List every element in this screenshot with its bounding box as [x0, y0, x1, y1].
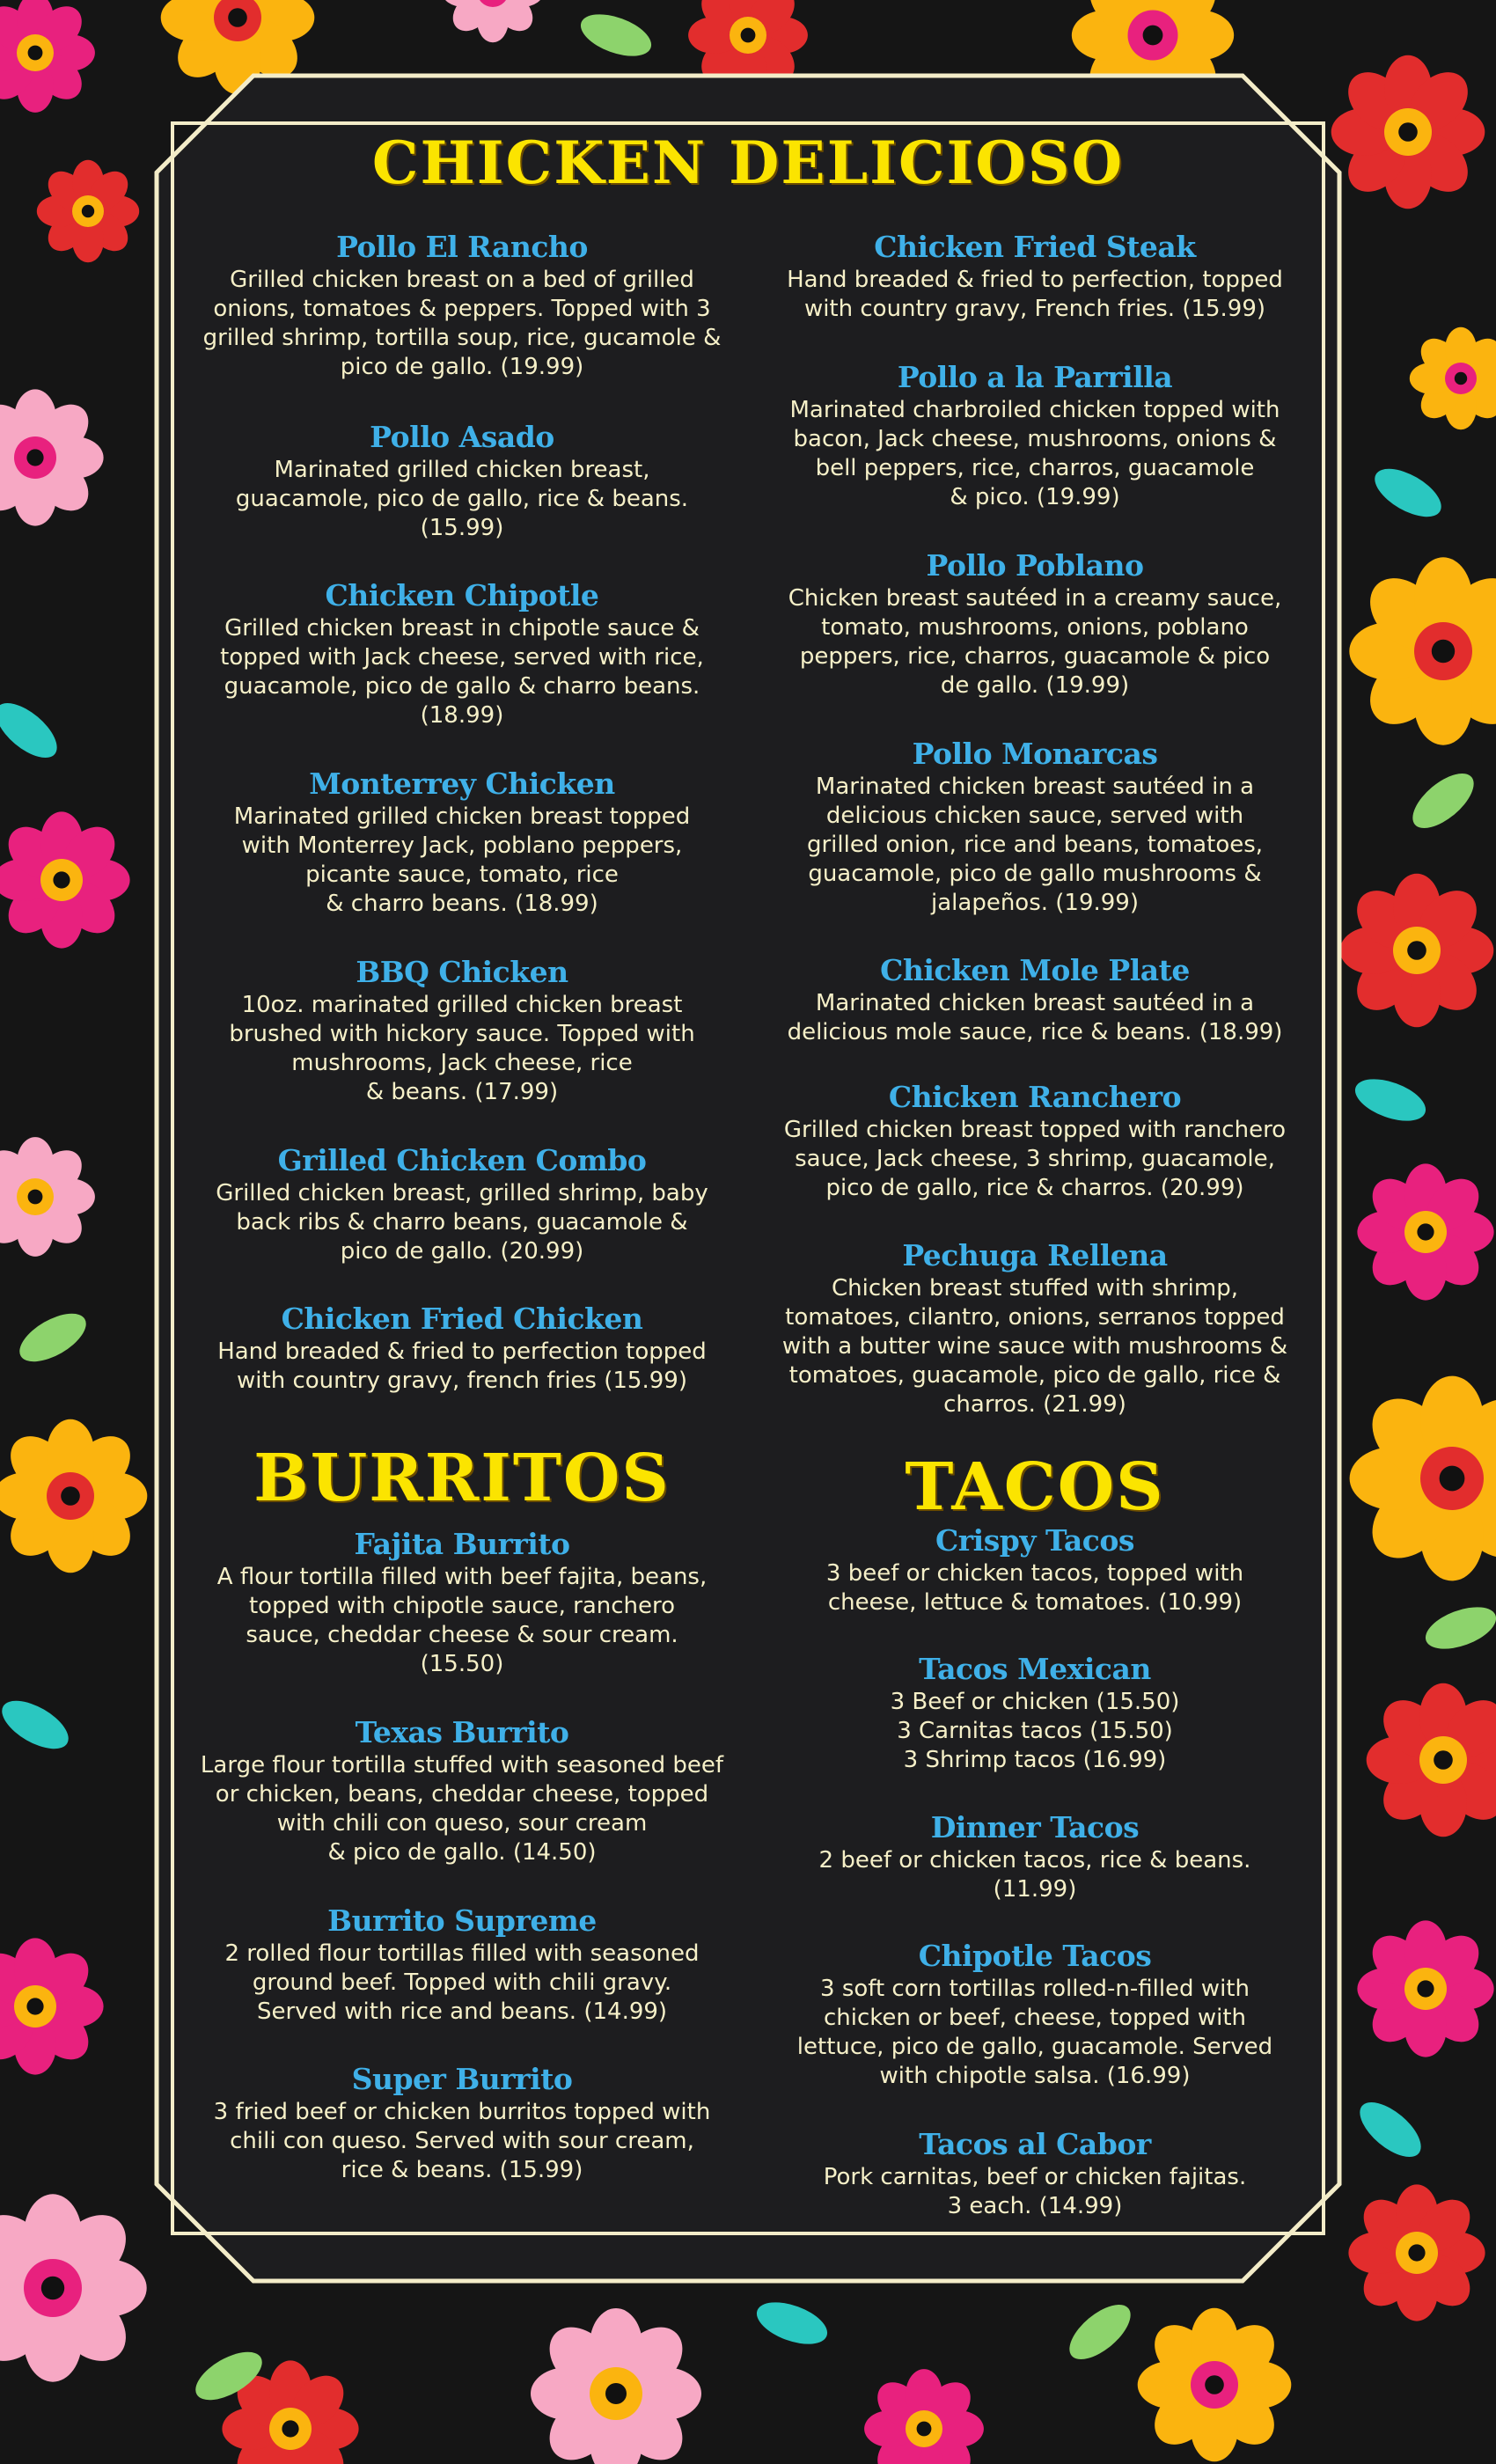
burritos-section-title: BURRITOS	[253, 1441, 671, 1516]
menu-item	[189, 421, 735, 543]
menu-item-description: A flour tortilla filled with beef fajita, beans, topped with chipotle sauce, ranchero sauce, cheddar cheese & sour cream. (15.50)	[216, 1564, 708, 1677]
menu-item-description: Chicken breast stuffed with shrimp, tomatoes, cilantro, onions, serranos topped with a butter wine sauce with mushrooms & tomatoes, guacamole, pico de gallo, rice & charros. (21.99)	[781, 1275, 1288, 1418]
menu-item-name: Chicken Ranchero	[888, 1080, 1182, 1114]
menu-item-description: Grilled chicken breast in chipotle sauce & topped with Jack cheese, served with rice, guacamole, pico de gallo & charro beans. (18.99)	[220, 615, 704, 729]
menu-item-name: Fajita Burrito	[354, 1527, 570, 1561]
menu-item	[189, 1904, 735, 2027]
menu-item	[762, 954, 1308, 1047]
menu-item-name: Pollo a la Parrilla	[897, 360, 1173, 394]
menu-item-description: Large flour tortilla stuffed with seasoned beef or chicken, beans, cheddar cheese, topped with chili con queso, sour cream & pico de gallo. (14.50)	[200, 1752, 724, 1866]
menu-item	[762, 737, 1308, 918]
menu-item	[762, 2128, 1308, 2221]
menu-item-description: Marinated charbroiled chicken topped with bacon, Jack cheese, mushrooms, onions & bell peppers, rice, charros, guacamole & pico. (19.99)	[789, 397, 1280, 510]
menu-item-name: Grilled Chicken Combo	[277, 1143, 647, 1177]
menu-item	[762, 1811, 1308, 1904]
menu-item-description: Pork carnitas, beef or chicken fajitas. 3 each. (14.99)	[823, 2164, 1247, 2219]
menu-item-name: BBQ Chicken	[356, 955, 568, 989]
menu-item	[189, 1302, 735, 1396]
flower-decoration	[1138, 2308, 1292, 2462]
menu-item-description: 3 Beef or chicken (15.50) 3 Carnitas tacos (15.50) 3 Shrimp tacos (16.99)	[890, 1689, 1180, 1773]
menu-item-description: 10oz. marinated grilled chicken breast brushed with hickory sauce. Topped with mushrooms, Jack cheese, rice & beans. (17.99)	[229, 992, 695, 1105]
menu-item	[762, 231, 1308, 324]
flower-decoration	[0, 1419, 147, 1573]
menu-item-description: Chicken breast sautéed in a creamy sauce, tomato, mushrooms, onions, poblano peppers, rice, charros, guacamole & pico de gallo. (19.99)	[788, 585, 1282, 699]
menu-item-name: Chicken Chipotle	[325, 578, 599, 612]
menu-item-name: Burrito Supreme	[327, 1903, 597, 1938]
menu-item-name: Crispy Tacos	[935, 1523, 1134, 1558]
menu-item-description: Marinated grilled chicken breast, guacamole, pico de gallo, rice & beans. (15.99)	[235, 457, 689, 541]
menu-item	[762, 1524, 1308, 1617]
menu-item-name: Pollo Asado	[370, 420, 554, 454]
menu-item-description: Grilled chicken breast on a bed of grilled onions, tomatoes & peppers. Topped with 3 grilled shrimp, tortilla soup, rice, gucamole & pico de gallo. (19.99)	[202, 267, 722, 380]
menu-item-name: Pechuga Rellena	[902, 1238, 1168, 1272]
menu-item	[189, 956, 735, 1107]
menu-item	[189, 1144, 735, 1266]
flower-decoration	[1331, 55, 1485, 209]
flower-decoration	[1357, 1920, 1493, 2057]
menu-item	[189, 767, 735, 919]
menu-item-description: Hand breaded & fried to perfection, topped with country gravy, French fries. (15.99)	[787, 267, 1283, 322]
menu-item	[189, 1716, 735, 1867]
menu-item	[189, 1528, 735, 1679]
menu-item-name: Chicken Fried Steak	[874, 230, 1196, 264]
menu-item	[762, 1940, 1308, 2091]
menu-item	[189, 2063, 735, 2185]
menu-item-name: Pollo El Rancho	[336, 230, 588, 264]
menu-item-name: Pollo Monarcas	[912, 737, 1158, 771]
tacos-section-title: TACOS	[905, 1449, 1165, 1525]
menu-item	[189, 579, 735, 730]
menu-item-name: Chicken Fried Chicken	[281, 1302, 643, 1336]
flower-decoration	[37, 160, 139, 262]
menu-item-description: Marinated chicken breast sautéed in a delicious chicken sauce, served with grilled onion, rice and beans, tomatoes, guacamole, pico de gallo mushrooms & jalapeños. (19.99)	[806, 774, 1264, 916]
flower-decoration	[1357, 1163, 1493, 1300]
menu-item-name: Pollo Poblano	[926, 548, 1144, 583]
menu-item-description: Grilled chicken breast topped with ranchero sauce, Jack cheese, 3 shrimp, guacamole, pico de gallo, rice & charros. (20.99)	[783, 1117, 1287, 1201]
menu-item-description: 3 beef or chicken tacos, topped with cheese, lettuce & tomatoes. (10.99)	[825, 1560, 1244, 1616]
menu-item-name: Chipotle Tacos	[918, 1939, 1152, 1973]
menu-item-name: Tacos al Cabor	[919, 2127, 1151, 2161]
menu-item-name: Texas Burrito	[355, 1715, 569, 1749]
menu-item	[762, 1239, 1308, 1419]
menu-item	[189, 231, 735, 382]
menu-item-name: Tacos Mexican	[919, 1652, 1151, 1686]
menu-item-name: Monterrey Chicken	[309, 766, 615, 801]
menu-item-name: Chicken Mole Plate	[880, 953, 1190, 987]
menu-item	[762, 361, 1308, 512]
menu-item-description: 3 fried beef or chicken burritos topped with chili con queso. Served with sour cream, rice & beans. (15.99)	[213, 2099, 711, 2183]
flower-decoration	[1340, 874, 1494, 1028]
menu-item-name: Dinner Tacos	[930, 1810, 1140, 1844]
menu-item-description: 3 soft corn tortillas rolled-n-filled with chicken or beef, cheese, topped with lettuce, pico de gallo, guacamole. Served with chipotle salsa. (16.99)	[796, 1976, 1273, 2089]
flower-decoration	[1348, 2184, 1485, 2321]
menu-item-description: 2 rolled flour tortillas filled with seasoned ground beef. Topped with chili gravy. Served with rice and beans. (14.99)	[224, 1940, 700, 2025]
menu-item	[762, 1653, 1308, 1775]
menu-item-description: Hand breaded & fried to perfection topped with country gravy, french fries (15.99)	[217, 1338, 707, 1394]
menu-item-description: Marinated chicken breast sautéed in a delicious mole sauce, rice & beans. (18.99)	[787, 990, 1283, 1045]
menu-item-name: Super Burrito	[351, 2062, 573, 2096]
menu-item-description: Marinated grilled chicken breast topped with Monterrey Jack, poblano peppers, picante sauce, tomato, rice & charro beans. (18.99)	[233, 803, 691, 917]
menu-item	[762, 549, 1308, 700]
chicken-section-title: CHICKEN DELICIOSO	[371, 128, 1125, 197]
menu-item-description: Grilled chicken breast, grilled shrimp, baby back ribs & charro beans, guacamole & pico de gallo. (20.99)	[216, 1180, 708, 1265]
menu-item-description: 2 beef or chicken tacos, rice & beans. (11.99)	[818, 1847, 1251, 1903]
menu-item	[762, 1081, 1308, 1203]
